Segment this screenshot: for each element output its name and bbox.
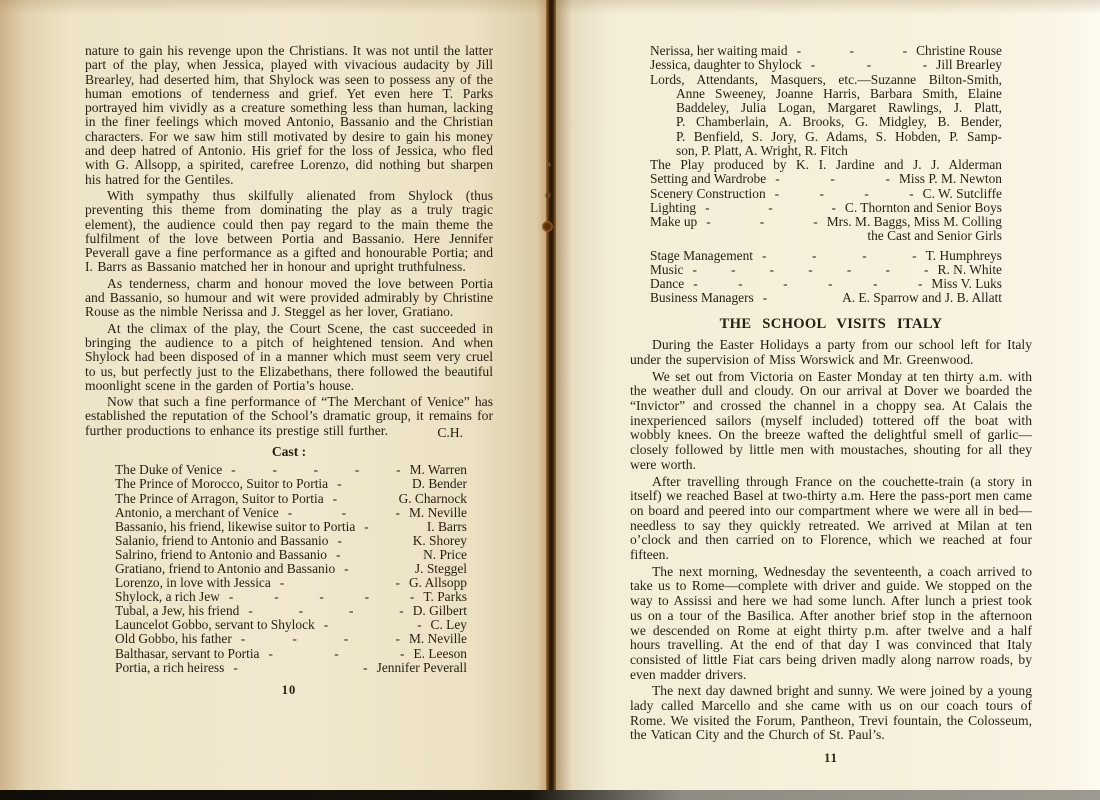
cast-heading: Cast : xyxy=(271,444,307,460)
cast-role: Jessica, daughter to Shylock xyxy=(650,57,802,73)
credit-row xyxy=(650,201,1002,215)
leader-dashes: - xyxy=(337,533,342,548)
leader-dashes: - xyxy=(337,477,342,492)
credit-role: Setting and Wardrobe xyxy=(650,171,767,187)
leader-dashes: - - xyxy=(279,576,400,591)
leader-dashes: - - - xyxy=(810,58,928,73)
ensemble-line: P. Chamberlain, A. Brooks, G. Midgley, B. Bender, xyxy=(676,114,1002,130)
cast-role: Bassanio, his friend, likewise suitor to Portia xyxy=(115,518,356,534)
cast-row xyxy=(650,58,1002,72)
cast-row xyxy=(650,44,1002,58)
cast-row xyxy=(115,548,467,562)
paragraph: With sympathy thus skilfully alienated from Shylock (thus preventing this theme from dominating the play as a truly tragic element), the audience could then pay regard to the main theme the fulfilment of the love between Portia and Bassanio. Here Jennifer Peverall gave a fine performance as a gifted and honourable Portia; and I. Barrs as Bassanio matched her in honour and upright truthfulness. xyxy=(85,187,493,275)
cast-role: Gratiano, friend to Antonio and Bassanio xyxy=(115,560,336,576)
leader-dashes: - - - xyxy=(706,215,818,229)
italy-paragraphs xyxy=(630,338,1032,743)
cast-row xyxy=(115,618,467,632)
credit-person: A. E. Sparrow and J. B. Allatt xyxy=(842,290,1002,306)
producer-credit: The Play produced by K. I. Jardine and J. J. Alderman xyxy=(650,157,1002,172)
leader-dashes: - - - - - - - xyxy=(692,262,929,277)
cast-list xyxy=(115,463,467,674)
credit-person: Miss P. M. Newton xyxy=(898,171,1002,187)
paragraph: At the climax of the play, the Court Scene, the cast succeeded in bringing the audience to a pitch of heightened tension. And when Shylock had been disposed of in a manner which must seem very cruel to us, but perfectly just to the Elizabethans, there followed the beautiful moonlight scene in the garden of Portia’s house. xyxy=(85,320,493,393)
paragraph: After travelling through France on the couchette-train (a story in itself) we reached Basel at two-thirty a.m. Here the pass-port men came on board and peered into our compartment where we were all in bed—needless to say they quickly retreated. We arrived at Milan at ten o’clock and then carried on to Florence, which we reached at four fifteen. xyxy=(630,473,1032,563)
cast-row xyxy=(115,576,467,590)
cast-row xyxy=(115,477,467,491)
ensemble-lines xyxy=(650,87,1002,144)
cast-continued xyxy=(650,44,1002,73)
leader-dashes: - xyxy=(762,291,768,306)
ensemble-line: Anne Sweeney, Joanne Harris, Barbara Smith, Elaine xyxy=(676,85,1002,101)
leader-dashes: - - - - - xyxy=(228,590,415,605)
cast-row xyxy=(115,534,467,548)
scan-bottom-edge xyxy=(0,790,1100,800)
cast-role: Portia, a rich heiress xyxy=(115,659,225,675)
cast-role: Old Gobbo, his father xyxy=(115,631,232,647)
leader-dashes: - - - xyxy=(705,200,836,215)
cast-actor: Jill Brearley xyxy=(936,57,1002,73)
leader-dashes: - - - - xyxy=(762,248,917,263)
leader-dashes: - - - - xyxy=(774,186,914,201)
cast-actor: M. Neville xyxy=(408,504,467,520)
leader-dashes: - - - xyxy=(268,646,405,661)
cast-role: The Prince of Arragon, Suitor to Portia xyxy=(115,490,324,506)
page-number-left: 10 xyxy=(281,682,297,697)
leader-dashes: - - - - - xyxy=(231,463,401,478)
cast-role: Launcelot Gobbo, servant to Shylock xyxy=(115,617,315,633)
leader-dashes: - xyxy=(336,547,341,562)
cast-actor: D. Gilbert xyxy=(412,603,467,619)
leader-dashes: - - - xyxy=(287,505,400,520)
ink-stain xyxy=(542,221,553,232)
credit-role: Music xyxy=(650,261,684,277)
cast-row xyxy=(115,520,467,534)
cast-role: Balthasar, servant to Portia xyxy=(115,645,260,661)
paragraph: We set out from Victoria on Easter Monday at ten thirty a.m. with the weather dull and cloudy. On our arrival at Dover we boarded the “Invictor” and crossed the channel in a choppy sea. At Calais the inexperienced sailors (myself included) tottered off the boat with wobbly knees. On the breeze wafted the delightful smell of garlic—closely followed by little men with moustaches, shouting for all they were worth. xyxy=(630,368,1032,472)
cast-row xyxy=(115,661,467,675)
paragraph: The next day dawned bright and sunny. We were joined by a young lady called Marcello and she came with us on our coach tours of Rome. We visited the Forum, Pantheon, Trevi fountain, the Colosseum, the Vatican City and the Church of St. Paul’s. xyxy=(630,683,1032,743)
cast-row xyxy=(115,647,467,661)
credit-person: Miss V. Luks xyxy=(931,276,1002,291)
cast-actor: M. Neville xyxy=(408,631,467,647)
leader-dashes: - xyxy=(364,519,369,534)
ensemble-last-line: son, P. Platt, A. Wright, R. Fitch xyxy=(676,142,848,158)
cast-row xyxy=(115,463,467,477)
paragraph: During the Easter Holidays a party from our school left for Italy under the supervision of Miss Worswick and Mr. Greenwood. xyxy=(630,337,1032,367)
credits-list-2 xyxy=(650,249,1002,306)
page-number-right: 11 xyxy=(824,751,838,766)
credit-person: C. W. Sutcliffe xyxy=(922,185,1002,201)
leader-dashes: - - xyxy=(233,660,368,675)
leader-dashes: - - - - - - xyxy=(693,277,923,291)
right-page-text xyxy=(630,44,1032,766)
cast-role: Shylock, a rich Jew xyxy=(115,589,220,605)
cast-actor: C. Ley xyxy=(430,617,467,633)
cast-row xyxy=(115,562,467,576)
credit-row xyxy=(650,172,1002,186)
left-page-text xyxy=(85,44,493,697)
cast-actor: G. Allsopp xyxy=(408,575,467,591)
cast-role: The Duke of Venice xyxy=(115,462,223,478)
cast-and-credits xyxy=(650,44,1002,306)
cast-role: Salanio, friend to Antonio and Bassanio xyxy=(115,532,329,548)
cast-row xyxy=(115,632,467,646)
ensemble-intro-line: Lords, Attendants, Masquers, etc.—Suzanne Bilton-Smith, xyxy=(650,71,1002,87)
author-initials: C.H. xyxy=(437,424,463,440)
paragraph: As tenderness, charm and honour moved the love between Portia and Bassanio, so humour and wit were provided admirably by Christine Rouse as the nimble Nerissa and J. Steggel as her lover, Gratiano. xyxy=(85,275,493,320)
credit-role: Dance xyxy=(650,276,685,291)
leader-dashes: - - - xyxy=(775,172,890,187)
cast-role: Nerissa, her waiting maid xyxy=(650,43,788,58)
leader-dashes: - - xyxy=(323,618,422,633)
leader-dashes: - xyxy=(344,561,349,576)
credit-row xyxy=(650,249,1002,263)
cast-role: Lorenzo, in love with Jessica xyxy=(115,575,271,591)
credit-row xyxy=(650,263,1002,277)
credit-role: Stage Management xyxy=(650,247,753,263)
cast-actor: Christine Rouse xyxy=(916,43,1002,58)
cast-actor: K. Shorey xyxy=(412,532,467,548)
cast-actor: I. Barrs xyxy=(426,518,467,534)
credit-person: R. N. White xyxy=(937,261,1002,277)
leader-dashes: - - - - xyxy=(240,632,400,647)
credit-person: C. Thornton and Senior Boys xyxy=(844,199,1002,215)
ensemble-line: P. Benfield, S. Jory, G. Adams, S. Hobden, P. Samp- xyxy=(676,128,1002,144)
cast-actor: Jennifer Peverall xyxy=(376,659,467,675)
credit-person: Mrs. M. Baggs, Miss M. Colling xyxy=(826,214,1002,229)
credit-row xyxy=(650,277,1002,291)
credit-role: Scenery Construction xyxy=(650,185,766,201)
cast-role: Antonio, a merchant of Venice xyxy=(115,504,279,520)
cast-actor: J. Steggel xyxy=(414,560,467,576)
cast-row xyxy=(115,604,467,618)
cast-role: Tubal, a Jew, his friend xyxy=(115,603,240,619)
cast-actor: E. Leeson xyxy=(413,645,467,661)
cast-actor: M. Warren xyxy=(409,462,467,478)
credit-role: Make up xyxy=(650,214,698,229)
paragraph: The next morning, Wednesday the seventeenth, a coach arrived to take us to Rome—complete with driver and guide. We stopped on the way to Assissi and here we had some lunch. After lunch a priest took us on a tour of the Basilica. After another brief stop in the afternoon we descended on Rome at eight thirty p.m. after twelve and a half hours travelling. At the end of that day I was convinced that Italy consisted of little Fiat cars being driven madly along narrow roads, by even madder drivers. xyxy=(630,563,1032,682)
leader-dashes: - - - xyxy=(796,44,908,58)
ensemble-line: Baddeley, Julia Logan, Margaret Rawlings, J. Platt, xyxy=(676,100,1002,115)
credit-person: T. Humphreys xyxy=(925,247,1002,263)
cast-role: The Prince of Morocco, Suitor to Portia xyxy=(115,476,329,492)
paragraph-continuation: nature to gain his revenge upon the Christians. It was not until the latter part of the play, when Jessica, played with vivacious audacity by Jill Brearley, had deserted him, that Shylock was seen to possess any of the human emotions of tenderness and grief. Yet even here T. Parks portrayed him vividly as a creature something less than human, lacking in the finer feelings which moved Antonio, Bassanio and the Christian characters. For we saw him still motivated by desire to gain his money and deep hatred of Antonio. His grief for the loss of Jessica, who fled with G. Allsopp, a spirited, carefree Lorenzo, did nothing but sharpen his hatred for the Gentiles. xyxy=(85,43,493,187)
cast-row xyxy=(115,506,467,520)
credit-row xyxy=(650,215,1002,229)
credit-continuation: the Cast and Senior Girls xyxy=(867,228,1002,244)
cast-actor: G. Charnock xyxy=(398,490,467,506)
credit-row xyxy=(650,187,1002,201)
ink-stain xyxy=(546,162,551,167)
cast-actor: N. Price xyxy=(423,546,467,562)
leader-dashes: - xyxy=(332,491,338,506)
credits-list xyxy=(650,172,1002,229)
cast-row xyxy=(115,590,467,604)
cast-row xyxy=(115,492,467,506)
cast-role: Salrino, friend to Antonio and Bassanio xyxy=(115,546,327,562)
credit-role: Business Managers xyxy=(650,290,754,306)
leader-dashes: - - - - xyxy=(248,604,404,619)
closing-paragraph: Now that such a fine performance of “The Merchant of Venice” has established the reputation of the School’s dramatic group, it remains for further productions to enhance its prestige still further. xyxy=(85,394,493,438)
ink-stain xyxy=(545,192,551,199)
cast-actor: D. Bender xyxy=(411,476,467,492)
cast-actor: T. Parks xyxy=(423,589,467,605)
section-heading: THE SCHOOL VISITS ITALY xyxy=(719,315,943,332)
credit-role: Lighting xyxy=(650,199,697,215)
credit-row xyxy=(650,291,1002,305)
review-paragraphs xyxy=(85,189,493,393)
book-gutter xyxy=(546,0,556,800)
